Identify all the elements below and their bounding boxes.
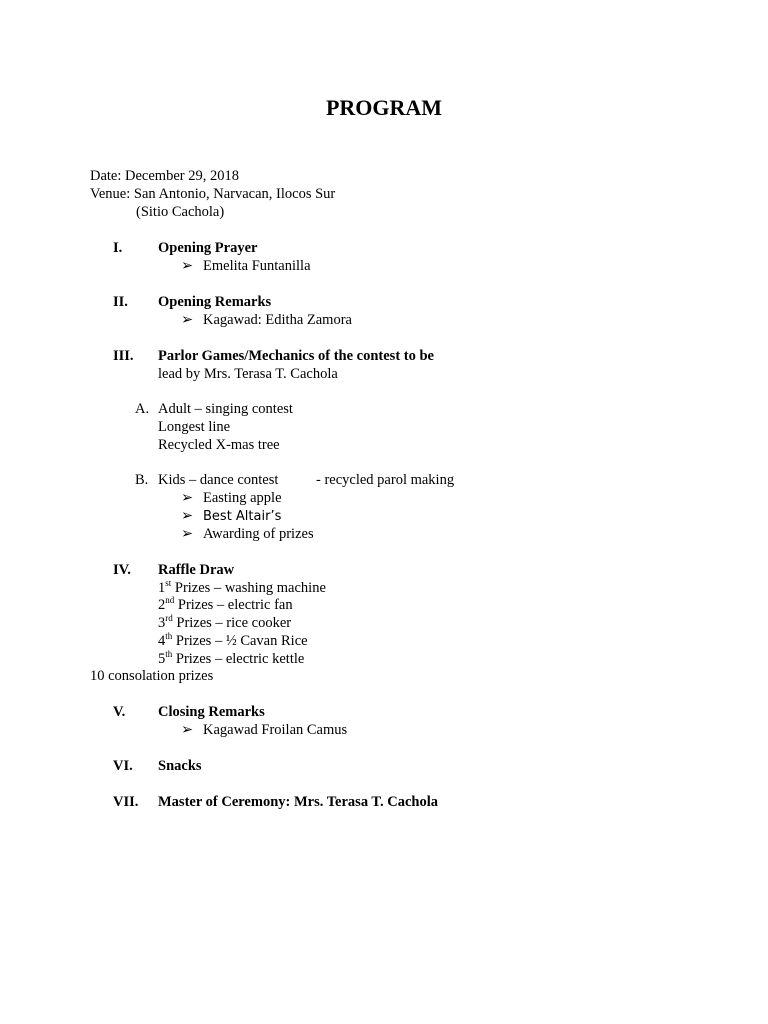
section-number: VI.	[113, 758, 133, 774]
section-subtitle: lead by Mrs. Terasa T. Cachola	[158, 366, 338, 382]
section-number: III.	[113, 348, 134, 364]
sub-item-label: A.	[135, 401, 150, 417]
bullet-text: Emelita Funtanilla	[203, 258, 311, 274]
venue-line: Venue: San Antonio, Narvacan, Ilocos Sur	[90, 186, 336, 202]
sub-item-side-note: - recycled parol making	[316, 472, 455, 488]
bullet-item	[181, 525, 314, 543]
venue-sub-line: (Sitio Cachola)	[136, 204, 225, 220]
bullet-text: Best Altair’s	[203, 509, 282, 524]
bullet-item	[181, 489, 282, 507]
prize-line: 4th Prizes – ½ Cavan Rice	[158, 631, 308, 649]
arrow-bullet-icon: ➢	[181, 526, 194, 542]
date-line: Date: December 29, 2018	[90, 168, 239, 184]
section-title: Closing Remarks	[158, 704, 265, 720]
prize-line: 3rd Prizes – rice cooker	[158, 613, 292, 631]
section-title: Master of Ceremony: Mrs. Terasa T. Cachola	[158, 794, 439, 810]
prize-line: 5th Prizes – electric kettle	[158, 649, 305, 667]
arrow-bullet-icon: ➢	[181, 490, 194, 506]
section-title: Parlor Games/Mechanics of the contest to be	[158, 348, 434, 364]
arrow-bullet-icon: ➢	[181, 312, 194, 328]
sub-item-line: Longest line	[158, 419, 231, 435]
bullet-item	[181, 311, 352, 329]
bullet-item	[181, 257, 311, 275]
section-title: Raffle Draw	[158, 562, 235, 578]
section-number: V.	[113, 704, 126, 720]
prize-line: 1st Prizes – washing machine	[158, 578, 326, 596]
bullet-text: Awarding of prizes	[203, 526, 314, 542]
bullet-text: Easting apple	[203, 490, 282, 506]
page-title: PROGRAM	[325, 95, 443, 120]
sub-item-line: Kids – dance contest	[158, 472, 279, 488]
bullet-text: Kagawad: Editha Zamora	[203, 312, 352, 328]
bullet-item	[181, 721, 347, 739]
section-number: VII.	[113, 794, 139, 810]
arrow-bullet-icon: ➢	[181, 722, 194, 738]
section-title: Opening Prayer	[158, 240, 258, 256]
section-number: I.	[113, 240, 123, 256]
arrow-bullet-icon: ➢	[181, 508, 194, 524]
arrow-bullet-icon: ➢	[181, 258, 194, 274]
consolation-line: 10 consolation prizes	[90, 668, 214, 684]
bullet-item	[181, 507, 281, 526]
sub-item-line: Adult – singing contest	[158, 401, 293, 417]
section-number: II.	[113, 294, 128, 310]
section-title: Snacks	[158, 758, 202, 774]
bullet-text: Kagawad Froilan Camus	[203, 722, 348, 738]
sub-item-label: B.	[135, 472, 149, 488]
section-title: Opening Remarks	[158, 294, 272, 310]
sub-item-line: Recycled X-mas tree	[158, 437, 280, 453]
prize-line: 2nd Prizes – electric fan	[158, 595, 293, 613]
section-number: IV.	[113, 562, 131, 578]
